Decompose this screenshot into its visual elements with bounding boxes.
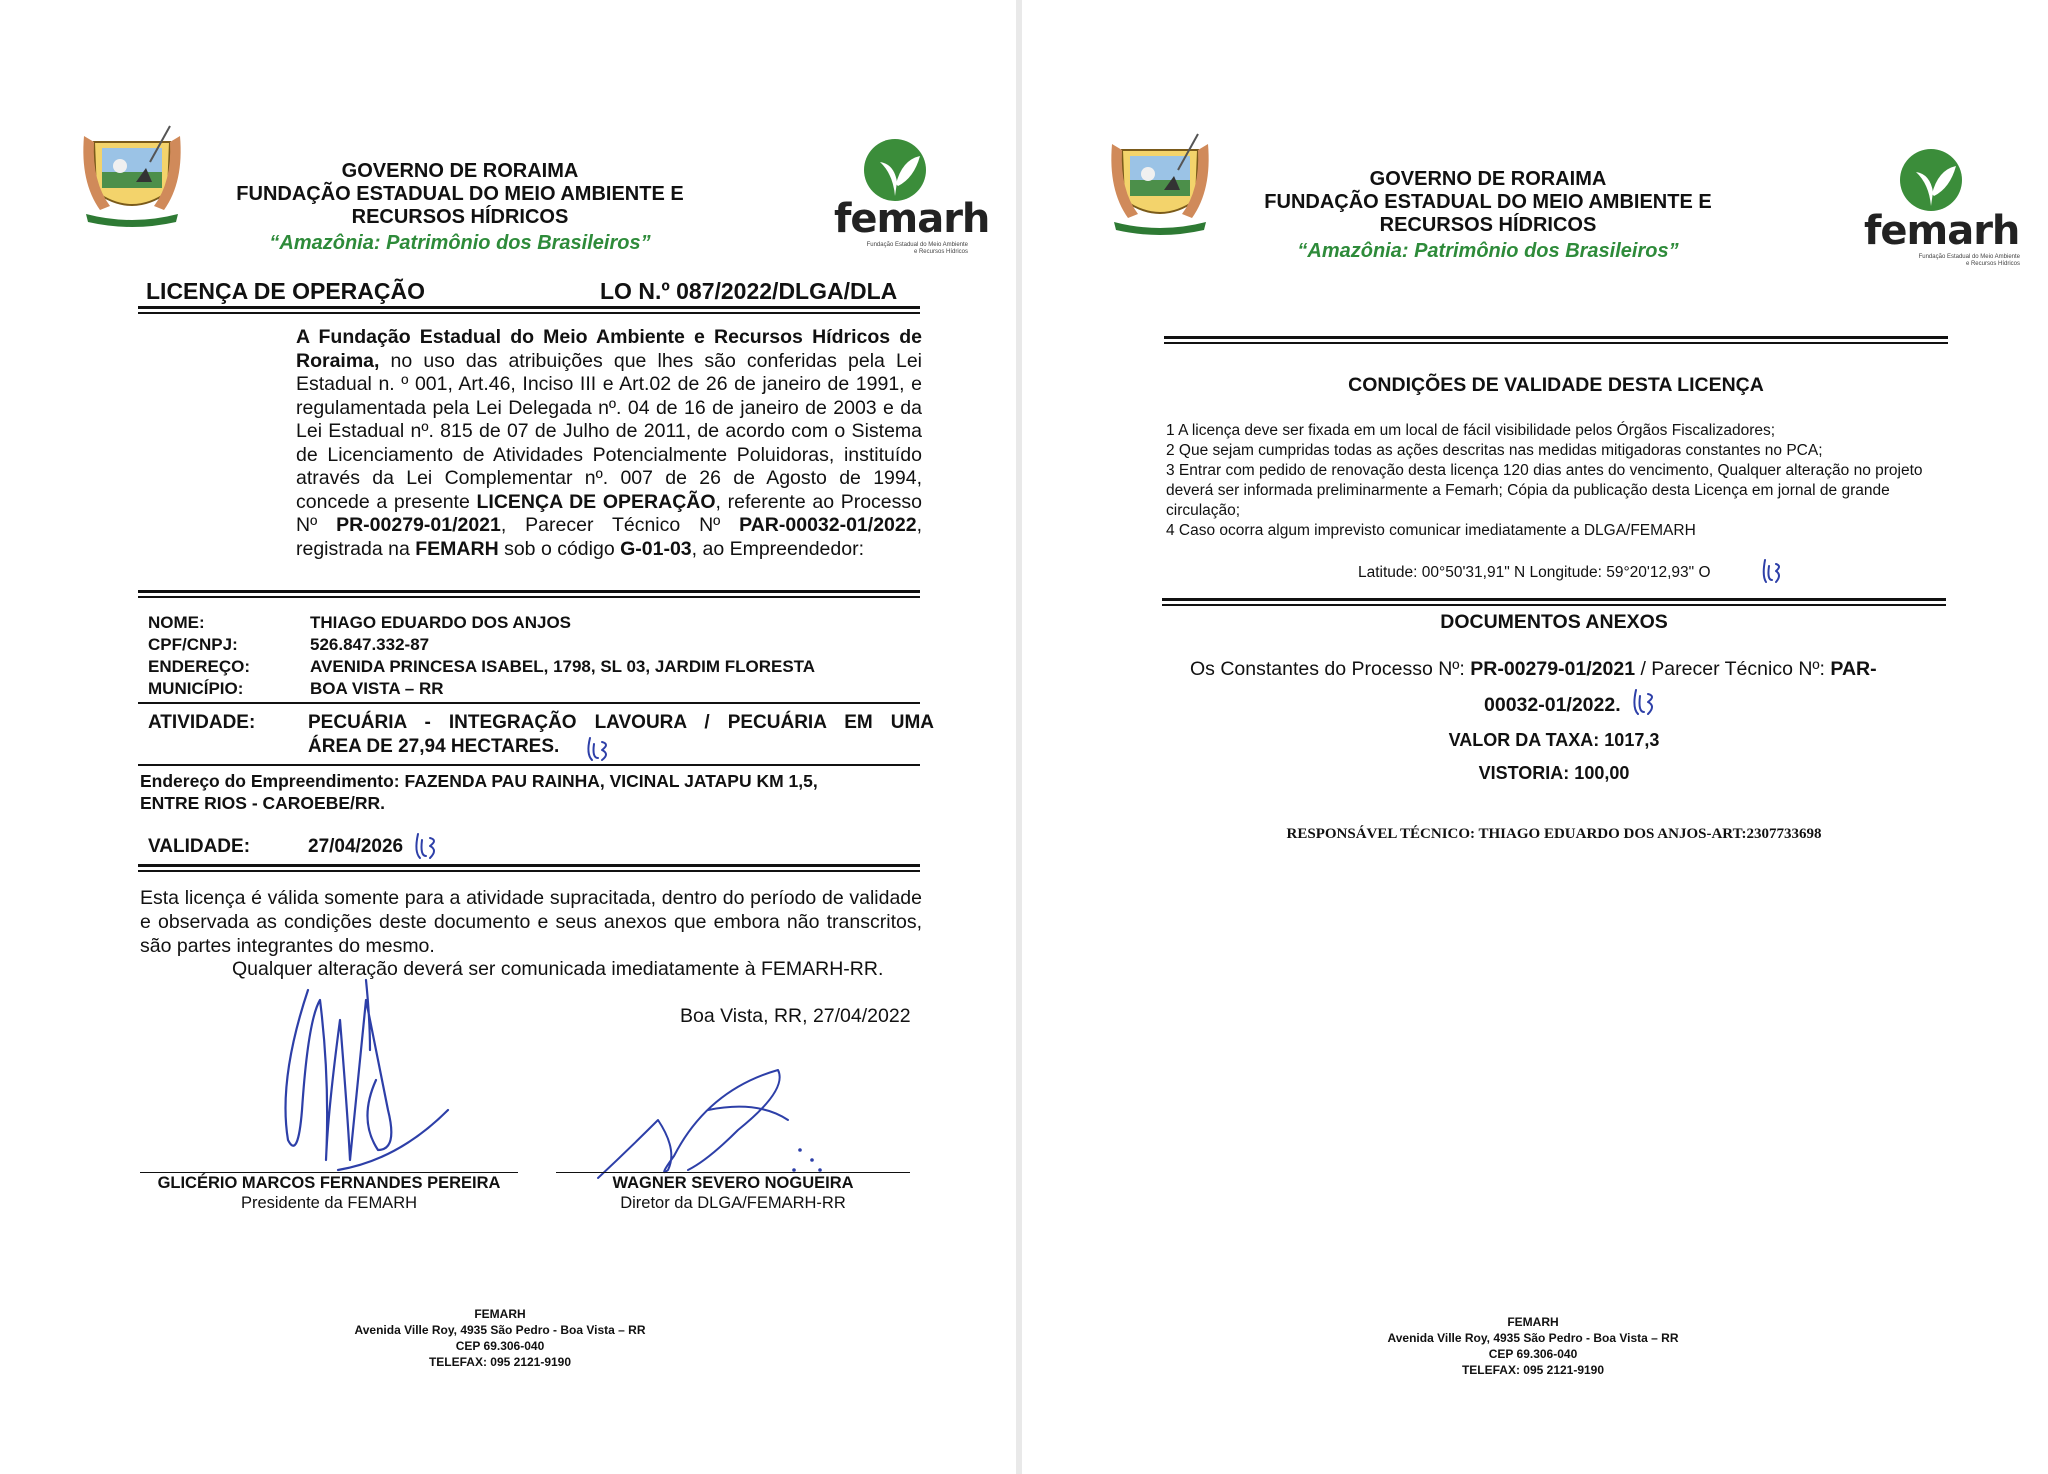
condition-2: 2 Que sejam cumpridas todas as ações descritas nas medidas mitigadoras constantes no PCA; <box>1166 442 1823 459</box>
valor-taxa: VALOR DA TAXA: 1017,3 <box>1448 730 1660 750</box>
femarh-logo <box>834 138 990 258</box>
atividade-line-2: ÁREA DE 27,94 HECTARES. <box>308 736 560 757</box>
leaf-logo-icon <box>1896 148 1966 212</box>
initials-icon <box>412 828 440 862</box>
documents-title: DOCUMENTOS ANEXOS <box>1440 611 1668 633</box>
signature-line <box>140 1172 518 1173</box>
coat-of-arms-icon <box>1108 130 1212 240</box>
condition-4: 4 Caso ocorra algum imprevisto comunicar imediatamente a DLGA/FEMARH <box>1166 522 1696 539</box>
foundation-name-1: FUNDAÇÃO ESTADUAL DO MEIO AMBIENTE E <box>236 183 684 205</box>
place-date: Boa Vista, RR, 27/04/2022 <box>680 1005 911 1027</box>
municipio-value: BOA VISTA – RR <box>310 679 444 698</box>
femarh-logo <box>1862 148 2022 268</box>
nome-label: NOME: <box>148 613 205 632</box>
condition-3: 3 Entrar com pedido de renovação desta licença 120 dias antes do vencimento, Qualquer alteração no projeto deverá ser informada preliminarmente a Femarh; Cópia da publicação desta Licença em jornal de grande circulação; <box>1166 462 1923 519</box>
logo-word: femarh <box>1864 208 2020 254</box>
conditions-page <box>1022 0 2048 1474</box>
atividade-line-1: PECUÁRIA - INTEGRAÇÃO LAVOURA / PECUÁRIA EM UMA <box>308 712 934 733</box>
alteration-notice: Qualquer alteração deverá ser comunicada imediatamente à FEMARH-RR. <box>232 958 884 980</box>
divider <box>138 306 920 314</box>
gov-title: GOVERNO DE RORAIMA <box>1369 168 1607 190</box>
logo-subtitle: Fundação Estadual do Meio Ambiente e Recursos Hídricos <box>1918 254 2020 267</box>
divider <box>138 864 920 872</box>
validade-value: 27/04/2026 <box>308 836 404 857</box>
page-footer: FEMARH Avenida Ville Roy, 4935 São Pedro - Boa Vista – RR CEP 69.306-040 TELEFAX: 095 2121-9190 <box>354 1307 646 1369</box>
vistoria: VISTORIA: 100,00 <box>1478 763 1630 783</box>
nome-value: THIAGO EDUARDO DOS ANJOS <box>310 613 572 632</box>
conditions-list <box>1166 421 1956 541</box>
license-number: LO N.º 087/2022/DLGA/DLA <box>600 278 898 304</box>
leaf-logo-icon <box>860 138 930 202</box>
logo-word: femarh <box>834 196 990 242</box>
conditions-title: CONDIÇÕES DE VALIDADE DESTA LICENÇA <box>1348 374 1764 396</box>
initials-icon <box>1630 684 1658 718</box>
license-page <box>0 0 1016 1474</box>
atividade-label: ATIVIDADE: <box>148 712 256 733</box>
signer-2-name: WAGNER SEVERO NOGUEIRA <box>612 1174 854 1192</box>
signature-director-icon <box>588 1060 838 1190</box>
validade-label: VALIDADE: <box>148 836 251 857</box>
endereco-value: AVENIDA PRINCESA ISABEL, 1798, SL 03, JARDIM FLORESTA <box>310 657 816 676</box>
empreendimento-address: Endereço do Empreendimento: FAZENDA PAU RAINHA, VICINAL JATAPU KM 1,5, ENTRE RIOS - CAROEBE/RR. <box>140 771 818 813</box>
initials-icon <box>1760 556 1784 586</box>
documents-line-2: 00032-01/2022. <box>1484 694 1621 716</box>
cpf-label: CPF/CNPJ: <box>148 635 238 654</box>
divider <box>1162 598 1946 606</box>
signature-line <box>556 1172 910 1173</box>
document-title: LICENÇA DE OPERAÇÃO <box>146 278 425 304</box>
page-footer: FEMARH Avenida Ville Roy, 4935 São Pedro - Boa Vista – RR CEP 69.306-040 TELEFAX: 095 2121-9190 <box>1387 1315 1679 1377</box>
initials-icon <box>584 732 612 764</box>
logo-subtitle: Fundação Estadual do Meio Ambiente e Recursos Hídricos <box>866 242 968 255</box>
signer-2-role: Diretor da DLGA/FEMARH-RR <box>620 1194 846 1212</box>
divider <box>1164 336 1948 344</box>
gov-title: GOVERNO DE RORAIMA <box>341 160 579 182</box>
government-header <box>200 160 720 229</box>
coat-of-arms-icon <box>80 122 184 232</box>
divider <box>138 702 920 704</box>
documents-line-1: Os Constantes do Processo Nº: PR-00279-01/2021 / Parecer Técnico Nº: PAR- <box>1190 658 1877 680</box>
responsavel-tecnico: RESPONSÁVEL TÉCNICO: THIAGO EDUARDO DOS ANJOS-ART:2307733698 <box>1286 826 1822 842</box>
endereco-label: ENDEREÇO: <box>148 657 251 676</box>
municipio-label: MUNICÍPIO: <box>148 679 244 698</box>
divider <box>138 590 920 598</box>
intro-paragraph: A Fundação Estadual do Meio Ambiente e Recursos Hídricos de Roraima, no uso das atribuições que lhes são conferidas pela Lei Estadual n. º 001, Art.46, Inciso III e Art.02 de 26 de janeiro de 1991, e regulamentada pela Lei Delegada nº. 04 de 16 de janeiro de 2003 e da Lei Estadual nº. 815 de 07 de Julho de 2011, de acordo com o Sistema de Licenciamento de Atividades Potencialmente Poluidoras, instituído através da Lei Complementar nº. 007 de 26 de Agosto de 1994, concede a presente LICENÇA DE OPERAÇÃO, referente ao Processo Nº PR-00279-01/2021, Parecer Técnico Nº PAR-00032-01/2022, registrada na FEMARH sob o código G-01-03, ao Empreendedor: <box>296 326 923 560</box>
signer-1-role: Presidente da FEMARH <box>240 1194 418 1212</box>
coordinates: Latitude: 00°50'31,91" N Longitude: 59°20'12,93" O <box>1358 564 1711 581</box>
cpf-value: 526.847.332-87 <box>310 635 430 654</box>
motto: “Amazônia: Patrimônio dos Brasileiros” <box>269 232 651 254</box>
validity-text: Esta licença é válida somente para a atividade supracitada, dentro do período de validade e observada as condições deste documento e seus anexos que embora não transcritos, são partes integrantes do mesmo. <box>140 887 922 957</box>
government-header <box>1228 168 1748 237</box>
divider <box>138 764 920 766</box>
foundation-name-1: FUNDAÇÃO ESTADUAL DO MEIO AMBIENTE E <box>1264 191 1712 213</box>
signer-1-name: GLICÉRIO MARCOS FERNANDES PEREIRA <box>157 1174 501 1192</box>
condition-1: 1 A licença deve ser fixada em um local de fácil visibilidade pelos Órgãos Fiscalizadores; <box>1166 422 1776 439</box>
foundation-name-2: RECURSOS HÍDRICOS <box>1379 214 1597 236</box>
foundation-name-2: RECURSOS HÍDRICOS <box>351 206 569 228</box>
signature-president-icon <box>258 960 458 1200</box>
motto: “Amazônia: Patrimônio dos Brasileiros” <box>1297 240 1679 262</box>
